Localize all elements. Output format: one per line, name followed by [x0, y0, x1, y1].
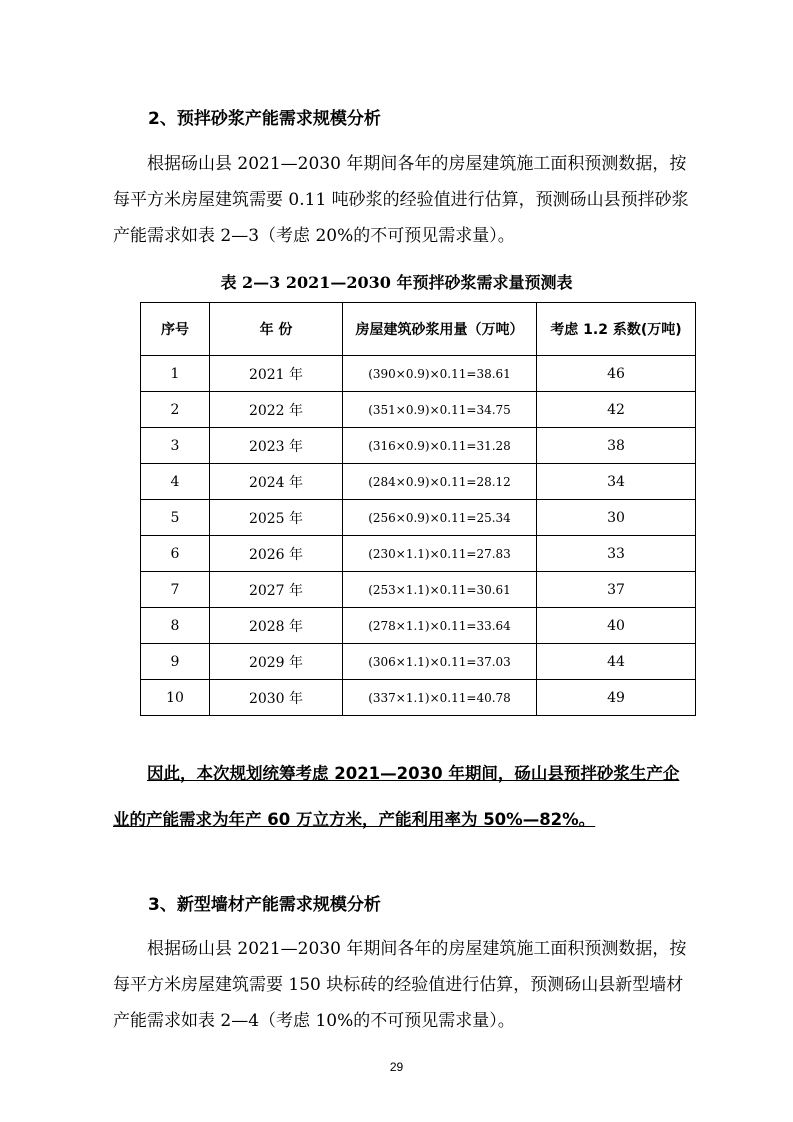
- row-calculation: (284×0.9)×0.11=28.12: [343, 464, 537, 500]
- row-year: 2025 年: [210, 500, 343, 536]
- section-2-heading: 2、预拌砂浆产能需求规模分析: [148, 109, 381, 129]
- row-index: 10: [141, 680, 210, 716]
- row-index: 2: [141, 392, 210, 428]
- row-index: 3: [141, 428, 210, 464]
- row-index: 1: [141, 356, 210, 392]
- paragraph-line: 根据砀山县 2021—2030 年期间各年的房屋建筑施工面积预测数据，按: [147, 939, 687, 959]
- row-demand: 34: [537, 464, 696, 500]
- header-index: 序号: [141, 303, 210, 356]
- table-row: [141, 500, 696, 536]
- section-2-paragraph: [113, 146, 713, 254]
- row-index: 9: [141, 644, 210, 680]
- row-demand: 30: [537, 500, 696, 536]
- conclusion-statement: [113, 751, 733, 843]
- row-demand: 49: [537, 680, 696, 716]
- row-year: 2022 年: [210, 392, 343, 428]
- mortar-demand-table: [140, 302, 696, 716]
- row-year: 2021 年: [210, 356, 343, 392]
- header-adjusted-demand: 考虑 1.2 系数(万吨): [537, 303, 696, 356]
- row-year: 2028 年: [210, 608, 343, 644]
- paragraph-line: 每平方米房屋建筑需要 0.11 吨砂浆的经验值进行估算，预测砀山县预拌砂浆: [113, 190, 689, 210]
- paragraph-line: 产能需求如表 2—3（考虑 20%的不可预见需求量）。: [113, 226, 515, 246]
- table-header-row: [141, 303, 696, 356]
- row-year: 2027 年: [210, 572, 343, 608]
- table-row: [141, 356, 696, 392]
- row-year: 2029 年: [210, 644, 343, 680]
- table-row: [141, 680, 696, 716]
- table-row: [141, 428, 696, 464]
- section-3-paragraph: [113, 931, 713, 1039]
- row-demand: 42: [537, 392, 696, 428]
- row-index: 7: [141, 572, 210, 608]
- row-index: 6: [141, 536, 210, 572]
- row-year: 2024 年: [210, 464, 343, 500]
- row-calculation: (256×0.9)×0.11=25.34: [343, 500, 537, 536]
- paragraph-line: 每平方米房屋建筑需要 150 块标砖的经验值进行估算，预测砀山县新型墙材: [113, 975, 684, 995]
- header-year: 年 份: [210, 303, 343, 356]
- row-calculation: (230×1.1)×0.11=27.83: [343, 536, 537, 572]
- row-demand: 33: [537, 536, 696, 572]
- row-demand: 44: [537, 644, 696, 680]
- paragraph-line: 根据砀山县 2021—2030 年期间各年的房屋建筑施工面积预测数据，按: [147, 154, 687, 174]
- table-row: [141, 644, 696, 680]
- row-index: 8: [141, 608, 210, 644]
- row-calculation: (253×1.1)×0.11=30.61: [343, 572, 537, 608]
- row-demand: 40: [537, 608, 696, 644]
- table-row: [141, 536, 696, 572]
- row-year: 2023 年: [210, 428, 343, 464]
- page-number: 29: [389, 1060, 404, 1074]
- row-calculation: (351×0.9)×0.11=34.75: [343, 392, 537, 428]
- table-row: [141, 608, 696, 644]
- table-row: [141, 392, 696, 428]
- row-year: 2026 年: [210, 536, 343, 572]
- conclusion-line: 因此，本次规划统筹考虑 2021—2030 年期间，砀山县预拌砂浆生产企: [147, 764, 680, 783]
- header-mortar-usage: 房屋建筑砂浆用量（万吨）: [343, 303, 537, 356]
- table-row: [141, 464, 696, 500]
- row-year: 2030 年: [210, 680, 343, 716]
- table-caption: 表 2—3 2021—2030 年预拌砂浆需求量预测表: [220, 273, 573, 292]
- conclusion-line: 业的产能需求为年产 60 万立方米，产能利用率为 50%—82%。: [113, 810, 596, 829]
- row-calculation: (337×1.1)×0.11=40.78: [343, 680, 537, 716]
- section-3-heading: 3、新型墙材产能需求规模分析: [148, 895, 381, 915]
- paragraph-line: 产能需求如表 2—4（考虑 10%的不可预见需求量）。: [113, 1011, 515, 1031]
- row-index: 4: [141, 464, 210, 500]
- row-calculation: (390×0.9)×0.11=38.61: [343, 356, 537, 392]
- row-calculation: (278×1.1)×0.11=33.64: [343, 608, 537, 644]
- row-demand: 37: [537, 572, 696, 608]
- row-calculation: (316×0.9)×0.11=31.28: [343, 428, 537, 464]
- row-demand: 46: [537, 356, 696, 392]
- row-demand: 38: [537, 428, 696, 464]
- row-index: 5: [141, 500, 210, 536]
- row-calculation: (306×1.1)×0.11=37.03: [343, 644, 537, 680]
- table-row: [141, 572, 696, 608]
